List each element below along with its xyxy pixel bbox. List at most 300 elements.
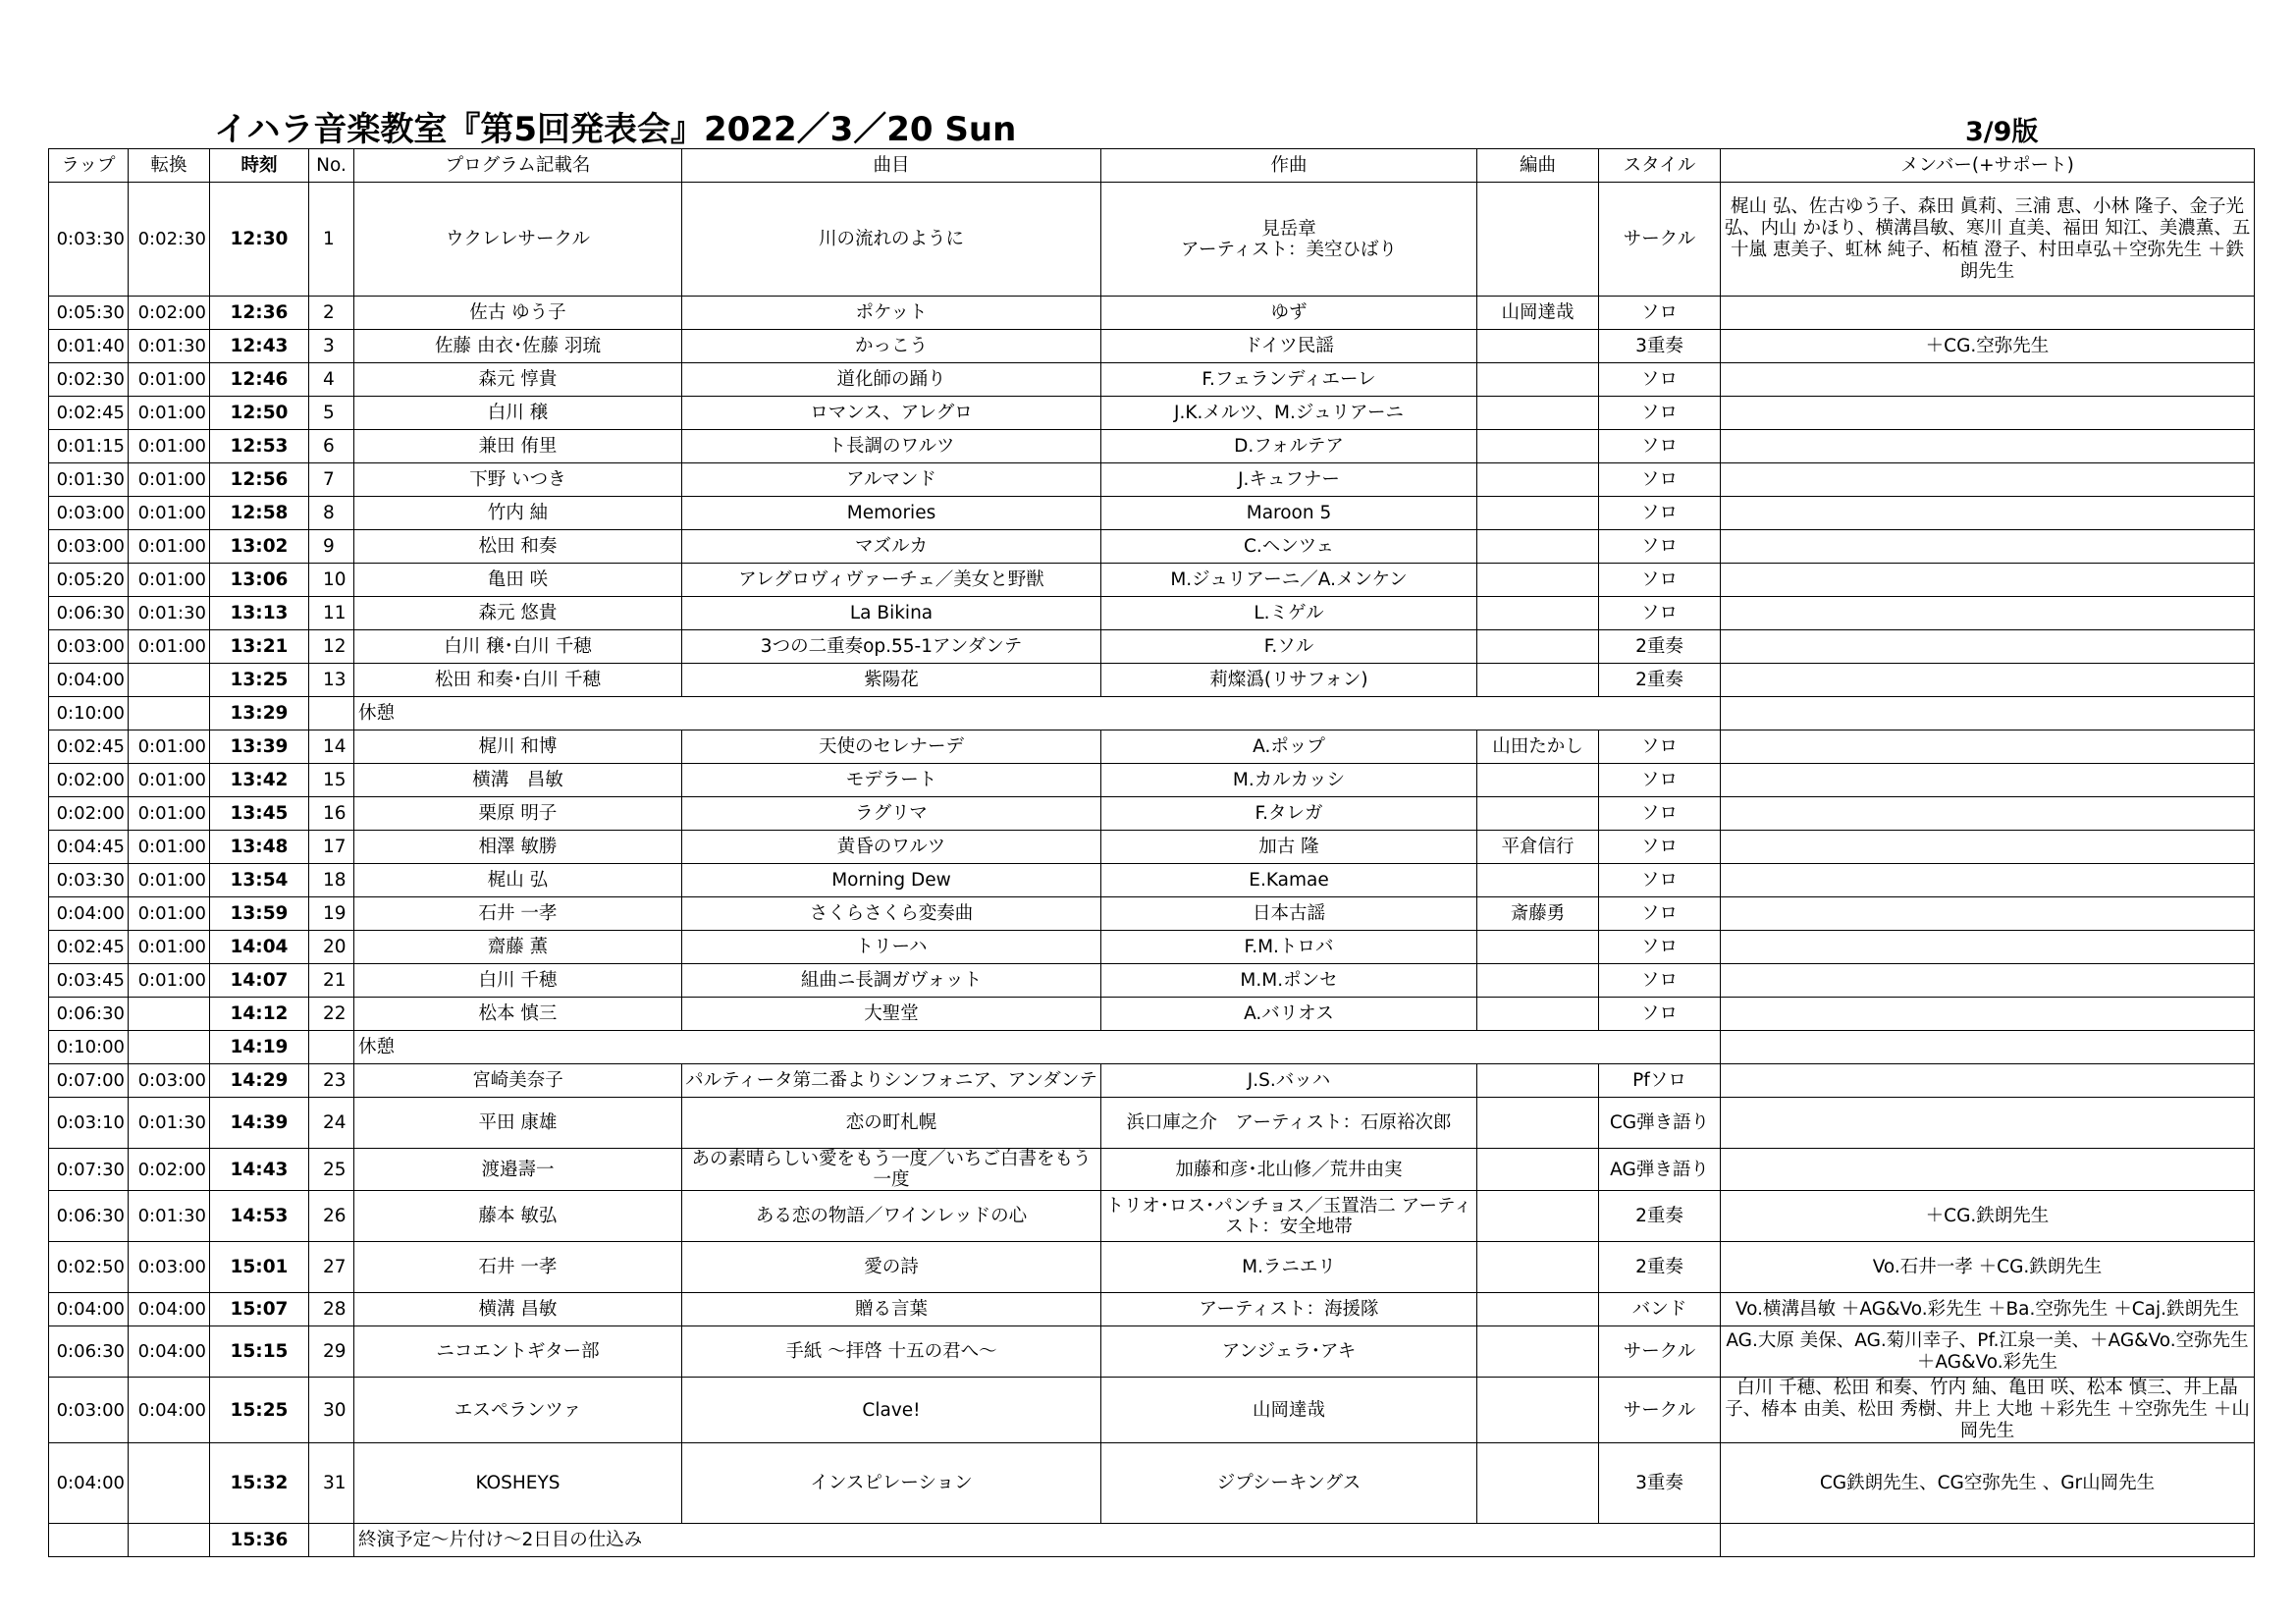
lap-cell: 0:02:00 — [49, 797, 129, 831]
song-cell: 愛の詩 — [682, 1242, 1101, 1293]
table-row — [49, 397, 2255, 430]
time-cell: 12:53 — [210, 430, 309, 463]
no-cell: 29 — [309, 1326, 354, 1378]
page-title: イハラ音楽教室『第5回発表会』2022／3／20 Sun — [214, 110, 1017, 149]
composer-cell: アンジェラ･アキ — [1101, 1326, 1477, 1378]
table-row — [49, 897, 2255, 931]
composer-cell: 山岡達哉 — [1101, 1378, 1477, 1443]
song-cell: 贈る言葉 — [682, 1293, 1101, 1326]
time-cell: 15:07 — [210, 1293, 309, 1326]
arranger-cell — [1477, 764, 1599, 797]
song-cell: あの素晴らしい愛をもう一度／いちご白書をもう一度 — [682, 1149, 1101, 1191]
style-cell: サークル — [1599, 1326, 1721, 1378]
lap-cell: 0:10:00 — [49, 1031, 129, 1064]
time-cell: 15:25 — [210, 1378, 309, 1443]
song-cell: アレグロヴィヴァーチェ／美女と野獣 — [682, 564, 1101, 597]
program-name-cell: 藤本 敏弘 — [354, 1191, 682, 1242]
members-cell — [1721, 897, 2255, 931]
arranger-cell — [1477, 1378, 1599, 1443]
header-lap: ラップ — [49, 149, 129, 183]
conversion-cell: 0:01:00 — [129, 530, 210, 564]
conversion-cell: 0:01:00 — [129, 931, 210, 964]
members-cell — [1721, 664, 2255, 697]
no-cell: 26 — [309, 1191, 354, 1242]
members-cell — [1721, 831, 2255, 864]
lap-cell: 0:05:20 — [49, 564, 129, 597]
style-cell: 3重奏 — [1599, 1443, 1721, 1524]
arranger-cell — [1477, 964, 1599, 998]
table-row — [49, 564, 2255, 597]
members-cell — [1721, 797, 2255, 831]
table-row — [49, 764, 2255, 797]
table-row — [49, 730, 2255, 764]
lap-cell: 0:06:30 — [49, 1326, 129, 1378]
song-cell: ロマンス、アレグロ — [682, 397, 1101, 430]
time-cell: 15:15 — [210, 1326, 309, 1378]
no-cell: 20 — [309, 931, 354, 964]
time-cell: 14:29 — [210, 1064, 309, 1098]
composer-cell: F.M.トロバ — [1101, 931, 1477, 964]
style-cell: ソロ — [1599, 764, 1721, 797]
conversion-cell: 0:01:00 — [129, 964, 210, 998]
conversion-cell: 0:01:00 — [129, 897, 210, 931]
table-row — [49, 1064, 2255, 1098]
arranger-cell — [1477, 1326, 1599, 1378]
members-cell: 梶山 弘、佐古ゆう子、森田 眞莉、三浦 恵、小林 隆子、金子光弘、内山 かほり、横溝昌敏、寒川 直美、福田 知江、美濃薫、五十嵐 恵美子、虹林 純子、柘植 澄子、村田卓弘＋空弥先生 ＋鉄朗先生 — [1721, 183, 2255, 297]
arranger-cell — [1477, 1098, 1599, 1149]
table-row — [49, 1378, 2255, 1443]
lap-cell: 0:04:00 — [49, 1293, 129, 1326]
song-cell: Memories — [682, 497, 1101, 530]
style-cell: 2重奏 — [1599, 664, 1721, 697]
time-cell: 12:50 — [210, 397, 309, 430]
composer-cell: アーティスト：海援隊 — [1101, 1293, 1477, 1326]
composer-cell: A.ポップ — [1101, 730, 1477, 764]
composer-cell: M.ジュリアーニ／A.メンケン — [1101, 564, 1477, 597]
arranger-cell — [1477, 330, 1599, 363]
no-cell — [309, 697, 354, 730]
style-cell: ソロ — [1599, 897, 1721, 931]
composer-cell: J.S.バッハ — [1101, 1064, 1477, 1098]
program-name-cell: 石井 一孝 — [354, 1242, 682, 1293]
time-cell: 14:39 — [210, 1098, 309, 1149]
arranger-cell — [1477, 397, 1599, 430]
lap-cell: 0:06:30 — [49, 998, 129, 1031]
time-cell: 15:01 — [210, 1242, 309, 1293]
time-cell: 14:43 — [210, 1149, 309, 1191]
no-cell: 10 — [309, 564, 354, 597]
members-cell — [1721, 1149, 2255, 1191]
no-cell: 13 — [309, 664, 354, 697]
composer-cell: F.ソル — [1101, 630, 1477, 664]
composer-cell: 見岳章 アーティスト：美空ひばり — [1101, 183, 1477, 297]
song-cell: インスピレーション — [682, 1443, 1101, 1524]
program-table — [48, 148, 2255, 1557]
song-cell: 組曲ニ長調ガヴォット — [682, 964, 1101, 998]
conversion-cell — [129, 1524, 210, 1557]
lap-cell: 0:03:30 — [49, 864, 129, 897]
arranger-cell — [1477, 630, 1599, 664]
lap-cell: 0:03:30 — [49, 183, 129, 297]
lap-cell: 0:01:30 — [49, 463, 129, 497]
style-cell: ソロ — [1599, 363, 1721, 397]
no-cell: 1 — [309, 183, 354, 297]
no-cell: 22 — [309, 998, 354, 1031]
song-cell: さくらさくら変奏曲 — [682, 897, 1101, 931]
composer-cell: Maroon 5 — [1101, 497, 1477, 530]
time-cell: 12:30 — [210, 183, 309, 297]
conversion-cell: 0:04:00 — [129, 1378, 210, 1443]
members-cell — [1721, 1524, 2255, 1557]
no-cell: 24 — [309, 1098, 354, 1149]
style-cell: ソロ — [1599, 564, 1721, 597]
no-cell — [309, 1031, 354, 1064]
members-cell — [1721, 1031, 2255, 1064]
members-cell: ＋CG.鉄朗先生 — [1721, 1191, 2255, 1242]
song-cell: ト長調のワルツ — [682, 430, 1101, 463]
break-label: 休憩 — [354, 697, 1721, 730]
table-row — [49, 183, 2255, 297]
program-name-cell: 梶山 弘 — [354, 864, 682, 897]
table-row — [49, 1098, 2255, 1149]
members-cell — [1721, 998, 2255, 1031]
style-cell: ソロ — [1599, 297, 1721, 330]
lap-cell: 0:04:45 — [49, 831, 129, 864]
composer-cell: M.カルカッシ — [1101, 764, 1477, 797]
table-row — [49, 664, 2255, 697]
time-cell: 12:56 — [210, 463, 309, 497]
lap-cell: 0:03:00 — [49, 1378, 129, 1443]
lap-cell: 0:02:45 — [49, 730, 129, 764]
arranger-cell: 斎藤勇 — [1477, 897, 1599, 931]
arranger-cell: 平倉信行 — [1477, 831, 1599, 864]
conversion-cell: 0:01:00 — [129, 864, 210, 897]
lap-cell: 0:02:30 — [49, 363, 129, 397]
composer-cell: F.タレガ — [1101, 797, 1477, 831]
conversion-cell: 0:04:00 — [129, 1326, 210, 1378]
members-cell — [1721, 931, 2255, 964]
arranger-cell — [1477, 998, 1599, 1031]
time-cell: 13:48 — [210, 831, 309, 864]
song-cell: 手紙 ～拝啓 十五の君へ～ — [682, 1326, 1101, 1378]
conversion-cell — [129, 664, 210, 697]
no-cell: 12 — [309, 630, 354, 664]
conversion-cell: 0:02:30 — [129, 183, 210, 297]
arranger-cell — [1477, 430, 1599, 463]
table-row — [49, 1443, 2255, 1524]
header-style: スタイル — [1599, 149, 1721, 183]
conversion-cell: 0:01:30 — [129, 597, 210, 630]
composer-cell: 浜口庫之介 アーティスト：石原裕次郎 — [1101, 1098, 1477, 1149]
table-row — [49, 864, 2255, 897]
conversion-cell: 0:01:00 — [129, 730, 210, 764]
arranger-cell — [1477, 530, 1599, 564]
style-cell: 2重奏 — [1599, 630, 1721, 664]
program-name-cell: 齋藤 薫 — [354, 931, 682, 964]
version-label: 3/9版 — [1965, 117, 2039, 147]
lap-cell: 0:02:50 — [49, 1242, 129, 1293]
conversion-cell: 0:01:00 — [129, 797, 210, 831]
no-cell: 25 — [309, 1149, 354, 1191]
song-cell: パルティータ第二番よりシンフォニア、アンダンテ — [682, 1064, 1101, 1098]
program-name-cell: 下野 いつき — [354, 463, 682, 497]
conversion-cell: 0:01:00 — [129, 397, 210, 430]
members-cell: Vo.石井一孝 ＋CG.鉄朗先生 — [1721, 1242, 2255, 1293]
song-cell: Morning Dew — [682, 864, 1101, 897]
composer-cell: A.バリオス — [1101, 998, 1477, 1031]
table-row — [49, 797, 2255, 831]
conversion-cell: 0:02:00 — [129, 297, 210, 330]
program-name-cell: 平田 康雄 — [354, 1098, 682, 1149]
table-row — [49, 430, 2255, 463]
style-cell: ソロ — [1599, 797, 1721, 831]
time-cell: 14:07 — [210, 964, 309, 998]
conversion-cell: 0:01:00 — [129, 630, 210, 664]
table-row — [49, 964, 2255, 998]
arranger-cell — [1477, 1064, 1599, 1098]
song-cell: トリーハ — [682, 931, 1101, 964]
program-name-cell: 亀田 咲 — [354, 564, 682, 597]
song-cell: Clave! — [682, 1378, 1101, 1443]
conversion-cell: 0:01:00 — [129, 497, 210, 530]
composer-cell: 莉燦潙(リサフォン) — [1101, 664, 1477, 697]
conversion-cell: 0:01:00 — [129, 463, 210, 497]
program-name-cell: 横溝 昌敏 — [354, 764, 682, 797]
members-cell — [1721, 864, 2255, 897]
song-cell: 紫陽花 — [682, 664, 1101, 697]
time-cell: 14:12 — [210, 998, 309, 1031]
program-name-cell: 白川 千穂 — [354, 964, 682, 998]
no-cell: 5 — [309, 397, 354, 430]
members-cell — [1721, 630, 2255, 664]
time-cell: 13:54 — [210, 864, 309, 897]
members-cell — [1721, 297, 2255, 330]
time-cell: 13:42 — [210, 764, 309, 797]
time-cell: 13:25 — [210, 664, 309, 697]
members-cell — [1721, 530, 2255, 564]
break-row — [49, 1031, 2255, 1064]
program-name-cell: 松田 和奏･白川 千穂 — [354, 664, 682, 697]
lap-cell: 0:03:00 — [49, 630, 129, 664]
composer-cell: J.キュフナー — [1101, 463, 1477, 497]
conversion-cell — [129, 697, 210, 730]
song-cell: ポケット — [682, 297, 1101, 330]
lap-cell: 0:03:45 — [49, 964, 129, 998]
no-cell: 27 — [309, 1242, 354, 1293]
table-row — [49, 998, 2255, 1031]
style-cell: サークル — [1599, 1378, 1721, 1443]
no-cell: 18 — [309, 864, 354, 897]
lap-cell — [49, 1524, 129, 1557]
arranger-cell — [1477, 1191, 1599, 1242]
end-row — [49, 1524, 2255, 1557]
members-cell: Vo.横溝昌敏 ＋AG&Vo.彩先生 ＋Ba.空弥先生 ＋Caj.鉄朗先生 — [1721, 1293, 2255, 1326]
arranger-cell — [1477, 497, 1599, 530]
table-row — [49, 297, 2255, 330]
no-cell — [309, 1524, 354, 1557]
arranger-cell — [1477, 664, 1599, 697]
arranger-cell — [1477, 1149, 1599, 1191]
program-name-cell: 栗原 明子 — [354, 797, 682, 831]
composer-cell: 加古 隆 — [1101, 831, 1477, 864]
arranger-cell — [1477, 797, 1599, 831]
time-cell: 15:36 — [210, 1524, 309, 1557]
style-cell: ソロ — [1599, 864, 1721, 897]
style-cell: 2重奏 — [1599, 1191, 1721, 1242]
song-cell: 黄昏のワルツ — [682, 831, 1101, 864]
time-cell: 12:46 — [210, 363, 309, 397]
style-cell: ソロ — [1599, 730, 1721, 764]
header-arranger: 編曲 — [1477, 149, 1599, 183]
time-cell: 12:43 — [210, 330, 309, 363]
program-name-cell: 相澤 敏勝 — [354, 831, 682, 864]
table-row — [49, 1191, 2255, 1242]
style-cell: 3重奏 — [1599, 330, 1721, 363]
style-cell: ソロ — [1599, 597, 1721, 630]
conversion-cell: 0:01:00 — [129, 430, 210, 463]
members-cell — [1721, 397, 2255, 430]
lap-cell: 0:01:40 — [49, 330, 129, 363]
header-composer: 作曲 — [1101, 149, 1477, 183]
lap-cell: 0:04:00 — [49, 1443, 129, 1524]
style-cell: ソロ — [1599, 931, 1721, 964]
song-cell: マズルカ — [682, 530, 1101, 564]
conversion-cell: 0:03:00 — [129, 1064, 210, 1098]
no-cell: 9 — [309, 530, 354, 564]
style-cell: ソロ — [1599, 964, 1721, 998]
song-cell: 3つの二重奏op.55-1アンダンテ — [682, 630, 1101, 664]
program-name-cell: KOSHEYS — [354, 1443, 682, 1524]
arranger-cell — [1477, 1443, 1599, 1524]
song-cell: アルマンド — [682, 463, 1101, 497]
style-cell: ソロ — [1599, 497, 1721, 530]
header-no: No. — [309, 149, 354, 183]
lap-cell: 0:04:00 — [49, 897, 129, 931]
table-row — [49, 463, 2255, 497]
conversion-cell: 0:03:00 — [129, 1242, 210, 1293]
style-cell: ソロ — [1599, 397, 1721, 430]
composer-cell: ジプシーキングス — [1101, 1443, 1477, 1524]
composer-cell: J.K.メルツ、M.ジュリアーニ — [1101, 397, 1477, 430]
style-cell: Pfソロ — [1599, 1064, 1721, 1098]
arranger-cell — [1477, 564, 1599, 597]
no-cell: 30 — [309, 1378, 354, 1443]
members-cell — [1721, 564, 2255, 597]
time-cell: 13:45 — [210, 797, 309, 831]
program-name-cell: 横溝 昌敏 — [354, 1293, 682, 1326]
conversion-cell: 0:01:00 — [129, 831, 210, 864]
table-row — [49, 530, 2255, 564]
members-cell — [1721, 1098, 2255, 1149]
table-row — [49, 330, 2255, 363]
song-cell: ある恋の物語／ワインレッドの心 — [682, 1191, 1101, 1242]
composer-cell: 日本古謡 — [1101, 897, 1477, 931]
lap-cell: 0:02:45 — [49, 931, 129, 964]
time-cell: 14:04 — [210, 931, 309, 964]
header-song: 曲目 — [682, 149, 1101, 183]
song-cell: 道化師の踊り — [682, 363, 1101, 397]
composer-cell: 加藤和彦･北山修／荒井由実 — [1101, 1149, 1477, 1191]
style-cell: ソロ — [1599, 831, 1721, 864]
members-cell — [1721, 463, 2255, 497]
lap-cell: 0:06:30 — [49, 597, 129, 630]
conversion-cell — [129, 1031, 210, 1064]
no-cell: 8 — [309, 497, 354, 530]
table-row — [49, 1149, 2255, 1191]
program-name-cell: 松田 和奏 — [354, 530, 682, 564]
members-cell: CG鉄朗先生、CG空弥先生 、Gr山岡先生 — [1721, 1443, 2255, 1524]
composer-cell: L.ミゲル — [1101, 597, 1477, 630]
lap-cell: 0:05:30 — [49, 297, 129, 330]
arranger-cell — [1477, 183, 1599, 297]
time-cell: 13:21 — [210, 630, 309, 664]
table-row — [49, 597, 2255, 630]
time-cell: 12:36 — [210, 297, 309, 330]
lap-cell: 0:07:00 — [49, 1064, 129, 1098]
time-cell: 13:39 — [210, 730, 309, 764]
conversion-cell: 0:04:00 — [129, 1293, 210, 1326]
conversion-cell: 0:01:30 — [129, 330, 210, 363]
arranger-cell — [1477, 1293, 1599, 1326]
table-row — [49, 497, 2255, 530]
composer-cell: ドイツ民謡 — [1101, 330, 1477, 363]
members-cell — [1721, 363, 2255, 397]
arranger-cell — [1477, 363, 1599, 397]
break-row — [49, 697, 2255, 730]
composer-cell: E.Kamae — [1101, 864, 1477, 897]
no-cell: 23 — [309, 1064, 354, 1098]
header-time: 時刻 — [210, 149, 309, 183]
song-cell: 川の流れのように — [682, 183, 1101, 297]
time-cell: 15:32 — [210, 1443, 309, 1524]
style-cell: ソロ — [1599, 463, 1721, 497]
time-cell: 13:06 — [210, 564, 309, 597]
conversion-cell: 0:01:30 — [129, 1191, 210, 1242]
no-cell: 2 — [309, 297, 354, 330]
table-row — [49, 630, 2255, 664]
song-cell: La Bikina — [682, 597, 1101, 630]
header-conversion: 転換 — [129, 149, 210, 183]
lap-cell: 0:01:15 — [49, 430, 129, 463]
members-cell — [1721, 764, 2255, 797]
program-name-cell: 松本 慎三 — [354, 998, 682, 1031]
program-name-cell: 渡邉壽一 — [354, 1149, 682, 1191]
conversion-cell: 0:01:00 — [129, 564, 210, 597]
composer-cell: M.M.ポンセ — [1101, 964, 1477, 998]
lap-cell: 0:02:00 — [49, 764, 129, 797]
time-cell: 13:13 — [210, 597, 309, 630]
members-cell — [1721, 964, 2255, 998]
no-cell: 11 — [309, 597, 354, 630]
time-cell: 14:19 — [210, 1031, 309, 1064]
composer-cell: トリオ･ロス･パンチョス／玉置浩二 アーティスト：安全地帯 — [1101, 1191, 1477, 1242]
composer-cell: F.フェランディエーレ — [1101, 363, 1477, 397]
header-members: メンバー(+サポート) — [1721, 149, 2255, 183]
program-name-cell: ニコエントギター部 — [354, 1326, 682, 1378]
no-cell: 28 — [309, 1293, 354, 1326]
style-cell: CG弾き語り — [1599, 1098, 1721, 1149]
arranger-cell — [1477, 931, 1599, 964]
song-cell: かっこう — [682, 330, 1101, 363]
style-cell: ソロ — [1599, 530, 1721, 564]
no-cell: 7 — [309, 463, 354, 497]
song-cell: 大聖堂 — [682, 998, 1101, 1031]
lap-cell: 0:03:10 — [49, 1098, 129, 1149]
program-name-cell: 石井 一孝 — [354, 897, 682, 931]
program-name-cell: 森元 悠貴 — [354, 597, 682, 630]
table-row — [49, 1242, 2255, 1293]
table-row — [49, 1293, 2255, 1326]
